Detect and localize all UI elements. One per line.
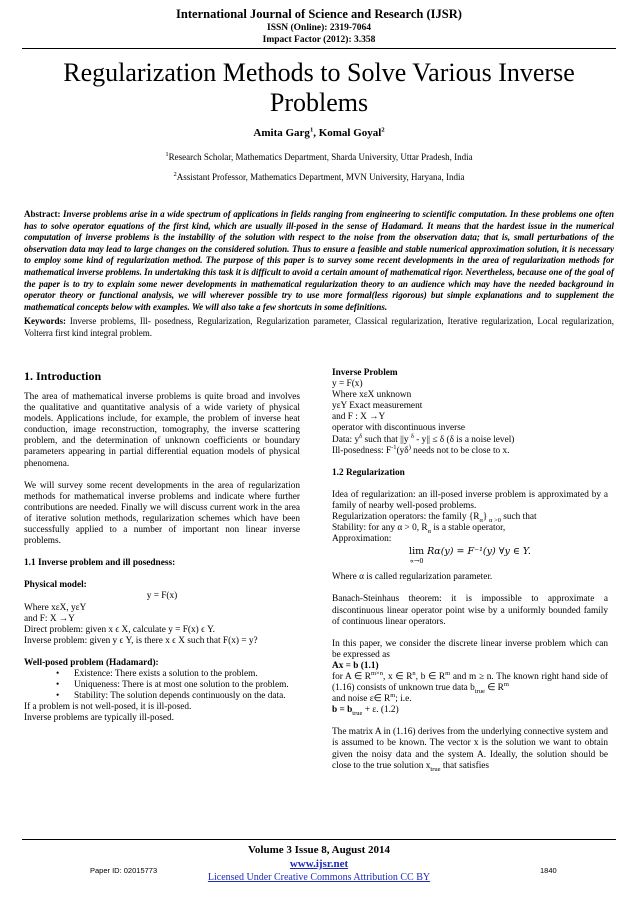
inverse-problem: Inverse problem: given y ϵ Y, is there x ϵ X such that F(x) = y? xyxy=(24,635,258,646)
typically-ill-posed: Inverse problems are typically ill-posed. xyxy=(24,713,174,724)
affiliation-1 xyxy=(0,152,638,162)
right-column xyxy=(332,368,608,772)
list-item: • Stability: The solution depends continuously on the data. xyxy=(58,691,300,702)
banach-steinhaus: Banach-Steinhaus theorem: it is impossible to approximate a discontinuous linear operator point wise by a uniformly bounded family of continuous linear operators. xyxy=(332,594,608,627)
keywords xyxy=(24,316,614,339)
page-number: 1840 xyxy=(540,866,557,875)
matrix-paragraph: The matrix A in (1.16) derives from the underlying connective system and is assumed to be known. The vector x is the solution we want to obtain given the noisy data and the system A. Ideally, the solution should be close to the true solution $x_{true}$ that satisfies xyxy=(332,727,608,773)
affiliation-1-sup: 1 xyxy=(165,151,169,158)
journal-header xyxy=(0,7,638,46)
inverse-equation: y = F(x) xyxy=(332,379,363,390)
author-2-sup: 2 xyxy=(381,126,385,134)
intro-paragraph-1: The area of mathematical inverse problems is quite broad and involves the qualitative and quantitative analysis of a wide variety of physical models. Applications include, for example, the problem of inverse heat conduction, image reconstruction, tomography, the inverse scattering problem, and the determination of unknown coefficients or boundary parameters appearing in partial differential equation models of physical phenomena. xyxy=(24,392,300,469)
section-1-1-heading: 1.1 Inverse problem and ill posedness: xyxy=(24,558,176,569)
limit-equation: lim ∝→0 Rα(y) = F⁻¹(y) ∀y ∈ Y. xyxy=(409,546,531,566)
affiliation-2 xyxy=(0,172,638,182)
affiliation-2-sup: 2 xyxy=(173,171,177,178)
affiliation-2-text: Assistant Professor, Mathematics Department, MVN University, Haryana, India xyxy=(176,172,465,182)
list-item: • Existence: There exists a solution to the problem. xyxy=(58,669,300,680)
author-1: Amita Garg xyxy=(253,127,310,139)
regularization-idea: Idea of regularization: an ill-posed inverse problem is approximated by a family of nearby well-posed problems. xyxy=(332,489,608,511)
operator-line: operator with discontinuous inverse xyxy=(332,423,465,434)
author-1-sup: 1 xyxy=(309,126,314,134)
author-2: Komal Goyal xyxy=(318,127,382,139)
physical-model-label: Physical model: xyxy=(24,580,87,591)
direct-problem: Direct problem: given x ϵ X, calculate y = F(x) ϵ Y. xyxy=(24,624,215,635)
noise-line: and noise ε∈ $R^m$; i.e. xyxy=(332,692,412,705)
impact-factor: Impact Factor (2012): 3.358 xyxy=(262,35,376,45)
intro-paragraph-2: We will survey some recent developments in the area of regularization methods for mathematical inverse problems and indicate where further contributions are needed. Finally we will discuss current work in the area of iterative solution methods, regularization schemes which have been successfully applied to a number of important non linear inverse problems. xyxy=(24,480,300,547)
exact-measurement-line: yεY Exact measurement xyxy=(332,401,423,412)
paper-title: Regularization Methods to Solve Various Inverse Problems xyxy=(63,58,575,117)
paper-id: Paper ID: 02015773 xyxy=(90,866,158,875)
journal-website-link[interactable]: www.ijsr.net xyxy=(289,858,349,870)
section-1-2-heading: 1.2 Regularization xyxy=(332,467,405,478)
ill-posedness-line: Ill-posedness: $F^{-1}(y\delta^)$ needs not to be close to x. xyxy=(332,443,510,456)
journal-footer xyxy=(0,843,638,884)
inverse-problem-heading: Inverse Problem xyxy=(332,368,398,378)
license-link[interactable]: Licensed Under Creative Commons Attribution CC BY xyxy=(207,872,431,883)
operator-map-line: and F : X →Y xyxy=(332,412,386,423)
ill-posed-statement: If a problem is not well-posed, it is ill-posed. xyxy=(24,702,192,713)
physical-model-equation: y = F(x) xyxy=(146,591,178,602)
approximation-label: Approximation: xyxy=(332,534,392,545)
limit-operator: lim ∝→0 xyxy=(409,546,425,566)
abstract xyxy=(24,209,614,313)
volume-issue: Volume 3 Issue 8, August 2014 xyxy=(247,844,390,856)
where-line: Where xεX, yεY xyxy=(24,602,87,613)
abstract-text: Inverse problems arise in a wide spectrum of applications in fields ranging from engineering to scientific computation. In these problems one often has to solve operator equations of the first kind, which are usually ill-posed in the sense of Hadamard. It means that the hardest issue in the numerical computation of inverse problems is the instability of the solution with respect to the noise from the observation data; that is, small perturbations of the observation data may lead to large changes on the considered solution. Thus to ensure a feasible and stable numerical approximation solution, it is necessary to employ some kind of regularization method. The purpose of this paper is to survey some recent developments in the area of regularization methods for mathematical inverse problems. In undertaking this task it is difficult to avoid a certain amount of mathematical rigor. Nevertheless, because one of the goal of the paper is to try to explain some newer developments in mathematical regularization theory to an audience which may have the needed background in operator theory or functional analysis, we will wherever possible try to use more formal(less rigorous) but simple explanations and to supplement the mathematical concepts below with examples. We will also take a few shortcuts in some definitions. xyxy=(24,209,615,312)
left-column xyxy=(24,368,300,724)
authors xyxy=(0,127,638,139)
and-f-line: and F: X →Y xyxy=(24,613,75,624)
data-line: Data: $y^\delta$ such that ||y $^\delta$ - y|| ≤ δ (δ is a noise level) xyxy=(332,432,515,445)
section-1-heading: 1. Introduction xyxy=(24,369,102,383)
affiliation-1-text: Research Scholar, Mathematics Department, Sharda University, Uttar Pradesh, India xyxy=(168,152,473,162)
keywords-label: Keywords: xyxy=(24,316,66,326)
regularization-operators: Regularization operators: the family $\{R_\alpha\}$ $_{\alpha >0}$ such that xyxy=(332,512,537,524)
stability-line: Stability: for any α > 0, $R_\alpha$ is a stable operator, xyxy=(332,523,506,535)
well-posed-heading: Well-posed problem (Hadamard): xyxy=(24,657,159,668)
regularization-parameter: Where α is called regularization parameter. xyxy=(332,572,493,583)
journal-name: International Journal of Science and Research (IJSR) xyxy=(176,7,462,21)
discrete-problem: In this paper, we consider the discrete linear inverse problem which can be expressed as xyxy=(332,638,608,660)
abstract-label: Abstract: xyxy=(24,209,61,219)
footer-rule xyxy=(22,839,616,840)
list-item: • Uniqueness: There is at most one solution to the problem. xyxy=(58,680,300,691)
header-rule xyxy=(22,48,616,49)
issn: ISSN (Online): 2319-7064 xyxy=(267,23,371,33)
author-separator: , xyxy=(313,127,319,139)
dimension-statement: for A ∈ $R^{m\times n}$, x ∈ $R^n$, b ∈ $R^m$ and m ≥ n. The known right hand side of (1.16) consists of unknown true data $b_{true}$ ∈ $R^m$ xyxy=(332,669,609,695)
keywords-text: Inverse problems, Ill- posedness, Regularization, Regularization parameter, Classical regularization, Iterative regularization, Local regularization, Volterra first kind integral problem. xyxy=(24,316,614,338)
unknown-line: Where xεX unknown xyxy=(332,390,412,401)
hadamard-conditions xyxy=(58,669,300,702)
equation-1-1: Ax = b (1.1) xyxy=(332,660,379,671)
equation-1-2: $b = b_{true} + \varepsilon$. (1.2) xyxy=(332,705,399,718)
